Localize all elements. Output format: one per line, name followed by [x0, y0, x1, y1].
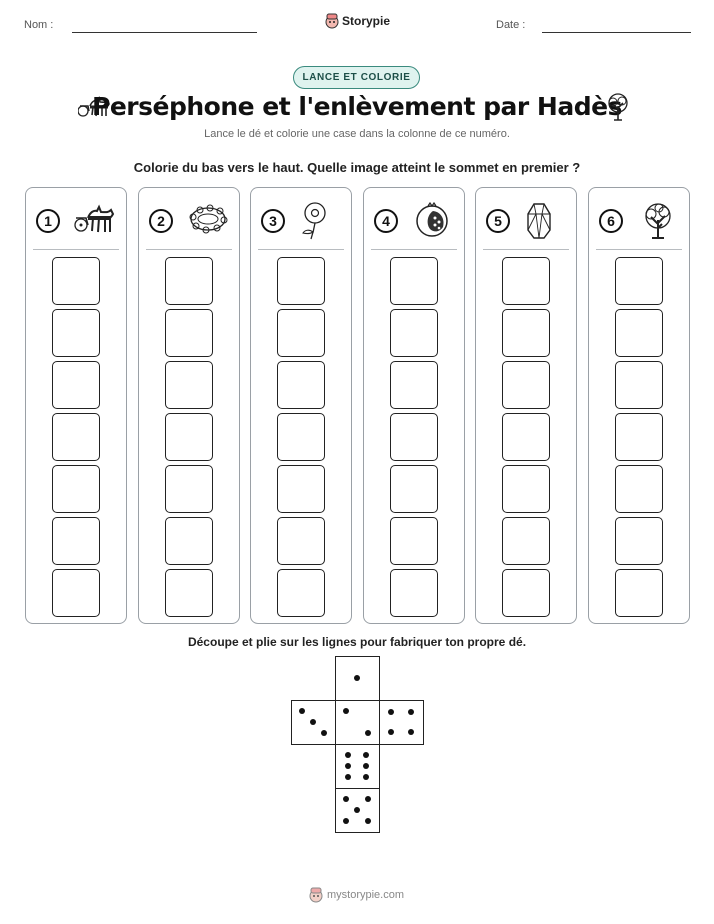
color-box[interactable] — [615, 257, 663, 305]
column-divider — [371, 249, 457, 250]
color-box[interactable] — [390, 517, 438, 565]
activity-badge: LANCE ET COLORIE — [293, 66, 420, 89]
column-3 — [250, 187, 352, 624]
brand-logo — [325, 13, 390, 29]
pip — [343, 708, 349, 714]
color-box[interactable] — [390, 309, 438, 357]
color-box[interactable] — [502, 465, 550, 513]
pip — [345, 752, 351, 758]
column-header — [599, 202, 681, 238]
pip — [365, 818, 371, 824]
column-header — [261, 202, 343, 238]
tree-icon — [639, 202, 677, 240]
pomegranate-icon — [414, 202, 450, 238]
color-box[interactable] — [502, 413, 550, 461]
pip — [345, 763, 351, 769]
column-divider — [33, 249, 119, 250]
color-box[interactable] — [277, 361, 325, 409]
pip — [354, 807, 360, 813]
pip — [299, 708, 305, 714]
color-box[interactable] — [390, 361, 438, 409]
pip — [363, 752, 369, 758]
color-box[interactable] — [52, 413, 100, 461]
storypie-mascot-icon — [309, 887, 323, 903]
pip — [310, 719, 316, 725]
color-box[interactable] — [165, 517, 213, 565]
page-title: Perséphone et l'enlèvement par Hadès — [92, 92, 622, 121]
color-box[interactable] — [615, 569, 663, 617]
footer-website[interactable]: mystorypie.com — [327, 889, 405, 901]
instruction-bottom: Découpe et plie sur les lignes pour fabriquer ton propre dé. — [187, 635, 527, 649]
color-box[interactable] — [52, 361, 100, 409]
column-number: 6 — [599, 209, 623, 233]
poppy-flower-icon — [299, 202, 329, 240]
column-divider — [483, 249, 569, 250]
die-face-3 — [291, 700, 336, 745]
die-face-4 — [379, 700, 424, 745]
chariot-icon — [74, 202, 116, 236]
color-box[interactable] — [502, 257, 550, 305]
color-box[interactable] — [52, 517, 100, 565]
pip — [408, 729, 414, 735]
storypie-mascot-icon — [325, 13, 339, 29]
pip — [365, 730, 371, 736]
column-divider — [258, 249, 344, 250]
color-box[interactable] — [165, 361, 213, 409]
color-box[interactable] — [502, 517, 550, 565]
color-box[interactable] — [277, 517, 325, 565]
color-box[interactable] — [615, 413, 663, 461]
date-label: Date : — [496, 19, 526, 31]
page-subtitle: Lance le dé et colorie une case dans la colonne de ce numéro. — [204, 128, 510, 140]
column-header — [486, 202, 568, 238]
column-number: 5 — [486, 209, 510, 233]
column-header — [149, 202, 231, 238]
color-box[interactable] — [277, 465, 325, 513]
pip — [388, 709, 394, 715]
column-2 — [138, 187, 240, 624]
color-box[interactable] — [390, 569, 438, 617]
color-box[interactable] — [165, 257, 213, 305]
pip — [343, 796, 349, 802]
color-box[interactable] — [165, 309, 213, 357]
name-label: Nom : — [24, 19, 54, 31]
color-box[interactable] — [277, 309, 325, 357]
color-box[interactable] — [52, 309, 100, 357]
pip — [345, 774, 351, 780]
column-6 — [588, 187, 690, 624]
column-header — [36, 202, 118, 238]
column-number: 4 — [374, 209, 398, 233]
brand-name: Storypie — [342, 14, 391, 28]
color-box[interactable] — [390, 413, 438, 461]
pip — [363, 774, 369, 780]
color-box[interactable] — [52, 257, 100, 305]
color-box[interactable] — [615, 361, 663, 409]
color-box[interactable] — [502, 361, 550, 409]
color-box[interactable] — [277, 569, 325, 617]
color-box[interactable] — [52, 569, 100, 617]
color-box[interactable] — [165, 465, 213, 513]
die-face-2 — [335, 700, 380, 745]
column-header — [374, 202, 456, 238]
footer — [309, 887, 404, 903]
column-5 — [475, 187, 577, 624]
column-divider — [146, 249, 232, 250]
name-line[interactable] — [72, 32, 257, 33]
color-box[interactable] — [502, 309, 550, 357]
tree-icon — [604, 93, 632, 121]
color-box[interactable] — [615, 309, 663, 357]
color-box[interactable] — [502, 569, 550, 617]
date-line[interactable] — [542, 32, 691, 33]
color-box[interactable] — [277, 413, 325, 461]
color-box[interactable] — [390, 465, 438, 513]
color-box[interactable] — [615, 465, 663, 513]
color-box[interactable] — [390, 257, 438, 305]
color-box[interactable] — [52, 465, 100, 513]
column-1 — [25, 187, 127, 624]
color-box[interactable] — [615, 517, 663, 565]
crystal-icon — [526, 202, 552, 240]
die-face-5 — [335, 788, 380, 833]
column-number: 1 — [36, 209, 60, 233]
die-face-1 — [335, 656, 380, 701]
color-box[interactable] — [277, 257, 325, 305]
column-number: 3 — [261, 209, 285, 233]
pip — [365, 796, 371, 802]
flower-wreath-icon — [187, 202, 229, 236]
pip — [388, 729, 394, 735]
column-4 — [363, 187, 465, 624]
pip — [354, 675, 360, 681]
column-number: 2 — [149, 209, 173, 233]
instruction-top: Colorie du bas vers le haut. Quelle image atteint le sommet en premier ? — [133, 160, 581, 175]
color-box[interactable] — [165, 569, 213, 617]
die-face-6 — [335, 744, 380, 789]
pip — [321, 730, 327, 736]
pip — [363, 763, 369, 769]
color-box[interactable] — [165, 413, 213, 461]
column-divider — [596, 249, 682, 250]
pip — [408, 709, 414, 715]
pip — [343, 818, 349, 824]
